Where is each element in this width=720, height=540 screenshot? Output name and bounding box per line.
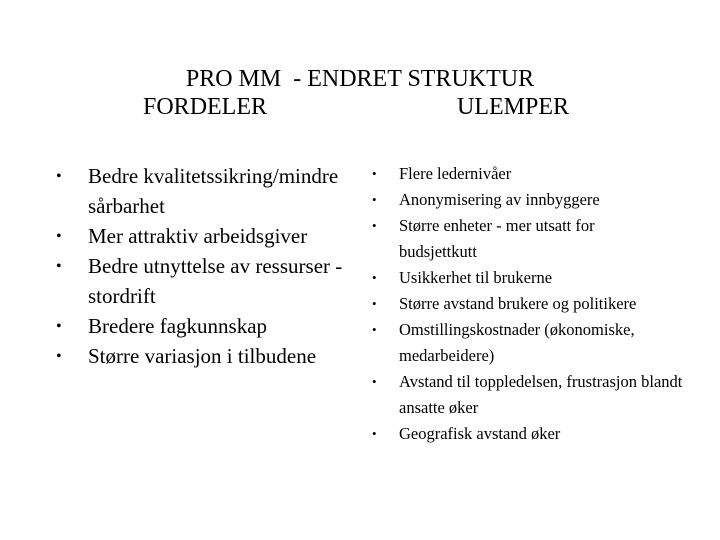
advantage-item — [56, 221, 356, 251]
disadvantage-item — [372, 265, 672, 291]
bullet-icon: • — [372, 426, 377, 441]
advantages-list — [56, 161, 356, 371]
slide-title: PRO MM - ENDRET STRUKTUR — [185, 66, 535, 92]
bullet-icon: • — [372, 270, 377, 285]
bullet-icon: • — [56, 348, 62, 365]
disadvantage-item — [372, 213, 674, 265]
advantage-text: Bredere fagkunnskap — [88, 314, 268, 338]
bullet-icon: • — [372, 322, 377, 337]
advantage-text: Mer attraktiv arbeidsgiver — [88, 224, 308, 248]
disadvantage-item — [372, 317, 699, 369]
disadvantage-text: Geografisk avstand øker — [399, 424, 561, 443]
disadvantage-text: Større enheter - mer utsatt for budsjettkutt — [399, 216, 595, 261]
disadvantage-text: Avstand til toppledelsen, frustrasjon blandt ansatte øker — [399, 372, 683, 417]
disadvantage-text: Større avstand brukere og politikere — [399, 294, 637, 313]
disadvantages-list — [372, 161, 683, 447]
bullet-icon: • — [56, 228, 62, 245]
disadvantage-text: Anonymisering av innbyggere — [399, 190, 600, 209]
disadvantage-text: Usikkerhet til brukerne — [399, 268, 553, 287]
bullet-icon: • — [372, 374, 377, 389]
disadvantage-item — [372, 291, 639, 317]
disadvantage-text: Omstillingskostnader (økonomiske, medarbeidere) — [399, 320, 635, 365]
disadvantage-text: Flere ledernivåer — [399, 164, 512, 183]
advantages-heading: FORDELER — [143, 94, 268, 120]
bullet-icon: • — [56, 168, 62, 185]
bullet-icon: • — [372, 192, 377, 207]
disadvantages-heading: ULEMPER — [457, 94, 570, 120]
bullet-icon: • — [56, 318, 62, 335]
advantage-text: Bedre utnyttelse av ressurser - stordrift — [88, 254, 343, 308]
disadvantage-item — [372, 369, 699, 421]
bullet-icon: • — [56, 258, 62, 275]
advantage-text: Større variasjon i tilbudene — [88, 344, 317, 368]
disadvantage-item — [372, 161, 672, 187]
disadvantage-item — [372, 421, 672, 447]
bullet-icon: • — [372, 296, 377, 311]
bullet-icon: • — [372, 166, 377, 181]
advantage-item — [56, 251, 348, 311]
advantage-item — [56, 341, 356, 371]
bullet-icon: • — [372, 218, 377, 233]
advantage-item — [56, 311, 356, 341]
advantage-text: Bedre kvalitetssikring/mindre sårbarhet — [88, 164, 339, 218]
advantage-item — [56, 161, 358, 221]
disadvantage-item — [372, 187, 672, 213]
